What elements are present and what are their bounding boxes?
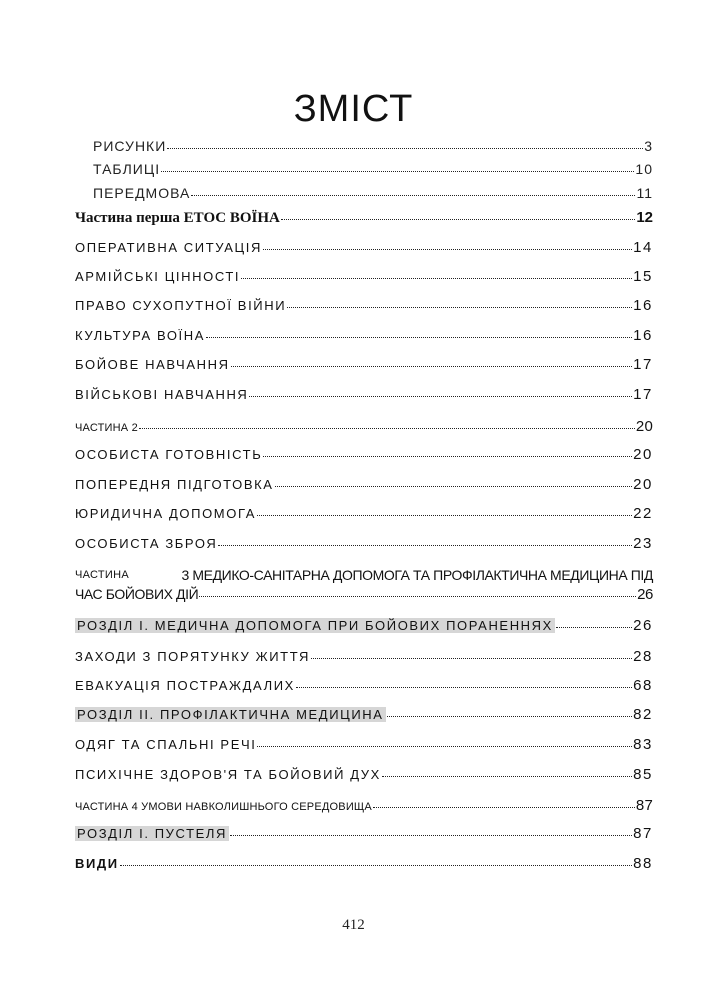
toc-leader [167,148,643,149]
toc-leader [556,627,632,628]
toc-entry-label-part: ЧАСТИНА [75,569,130,581]
toc-entry-label-part: ЧАС БОЙОВИХ ДІЙ [75,586,199,602]
toc-entry-label: ЮРИДИЧНА ДОПОМОГА [75,506,256,521]
toc-entry-label: ОСОБИСТА ЗБРОЯ [75,536,218,551]
toc-entry[interactable] [75,446,653,463]
toc-entry-page: 17 [633,386,653,403]
toc-entry[interactable] [75,418,653,435]
toc-entry-label: Частина перша ЕТОС ВОЇНА [75,210,280,226]
toc-entry-page: 23 [633,535,653,552]
toc-entry-page: 12 [636,209,653,226]
toc-entry-page: 20 [635,418,653,435]
toc-leader [241,278,632,279]
toc-leader [275,486,633,487]
toc-entry-label: ТАБЛИЦІ [93,161,161,177]
toc-entry-page: 11 [636,185,653,201]
toc-entry-page: 26 [633,617,653,634]
toc-entry[interactable] [75,706,653,723]
page-number: 412 [342,917,365,933]
toc-entry-label: ПРАВО СУХОПУТНОЇ ВІЙНИ [75,298,287,313]
toc-entry-page: 20 [633,446,653,463]
toc-leader [287,307,632,308]
page-title: ЗМІСТ [293,88,414,130]
toc-entry-page: 22 [633,505,653,522]
toc-entry-label: ВІЙСЬКОВІ НАВЧАННЯ [75,387,249,402]
toc-entry-page: 88 [633,855,653,872]
toc-entry-label: ЧАСТИНА 2 [75,422,138,434]
toc-entry-label: ВИДИ [75,856,119,871]
toc-leader [191,195,635,196]
toc-entry[interactable] [93,185,653,201]
toc-entry-label: РИСУНКИ [93,138,167,154]
toc-entry[interactable] [75,505,653,522]
toc-entry[interactable] [75,386,653,403]
toc-entry[interactable] [75,617,653,634]
toc-entry-label: ПЕРЕДМОВА [93,185,191,201]
toc-entry-line-2 [75,585,653,604]
toc-entry-label: ПСИХІЧНЕ ЗДОРОВ'Я ТА БОЙОВИЙ ДУХ [75,767,381,782]
toc-entry-label: ОДЯГ ТА СПАЛЬНІ РЕЧІ [75,737,257,752]
toc-entry-page: 3 [644,138,653,154]
toc-leader [296,687,632,688]
toc-entry-multiline[interactable] [75,566,653,604]
toc-leader [373,807,635,808]
toc-entry-page: 20 [633,476,653,493]
toc-leader [257,746,632,747]
toc-entry-page: 68 [633,677,653,694]
toc-entry-page: 16 [633,327,653,344]
toc-leader [218,545,632,546]
toc-entry[interactable] [75,356,653,373]
toc-leader [249,396,632,397]
toc-entry-label-part: 3 МЕДИКО-САНІТАРНА ДОПОМОГА ТА ПРОФІЛАКТИЧНА МЕДИЦИНА ПІД [181,567,653,583]
toc-entry-label: БОЙОВЕ НАВЧАННЯ [75,357,230,372]
toc-entry[interactable] [75,648,653,665]
toc-leader [311,658,632,659]
toc-entry-label: ОСОБИСТА ГОТОВНІСТЬ [75,447,263,462]
toc-entry[interactable] [75,736,653,753]
toc-leader [263,249,632,250]
toc-entry-page: 17 [633,356,653,373]
toc-entry-page: 10 [635,161,653,177]
toc-entry[interactable] [75,825,653,842]
toc-leader [199,596,636,597]
toc-entry-label: ЧАСТИНА 4 УМОВИ НАВКОЛИШНЬОГО СЕРЕДОВИЩА [75,801,372,813]
toc-leader [281,219,635,220]
toc-entry[interactable] [75,535,653,552]
toc-entry-page: 15 [633,268,653,285]
toc-entry-label: КУЛЬТУРА ВОЇНА [75,328,206,343]
toc-leader [206,337,632,338]
toc-entry-page: 16 [633,297,653,314]
toc-entry-page: 87 [635,797,653,814]
toc-entry-label: ПОПЕРЕДНЯ ПІДГОТОВКА [75,477,274,492]
toc-leader [382,776,632,777]
toc-entry[interactable] [75,297,653,314]
toc-entry[interactable] [93,138,653,154]
toc-entry-label: РОЗДІЛ ІІ. ПРОФІЛАКТИЧНА МЕДИЦИНА [77,707,384,722]
toc-entry[interactable] [75,327,653,344]
toc-entry-label: ЕВАКУАЦІЯ ПОСТРАЖДАЛИХ [75,678,295,693]
toc-entry[interactable] [75,476,653,493]
toc-leader [120,865,632,866]
toc-entry[interactable] [93,161,653,177]
toc-entry-label: РОЗДІЛ І. ПУСТЕЛЯ [77,826,228,841]
toc-entry[interactable] [75,239,653,256]
toc-leader [257,515,632,516]
toc-entry[interactable] [75,797,653,814]
toc-entry[interactable] [75,855,653,872]
toc-entry-line-1 [75,566,653,585]
toc-entry-page: 82 [633,706,653,723]
toc-leader [161,171,634,172]
toc-leader [387,716,633,717]
toc-entry[interactable] [75,209,653,227]
toc-leader [231,366,633,367]
toc-entry-label: АРМІЙСЬКІ ЦІННОСТІ [75,269,241,284]
toc-entry-page: 26 [637,586,653,603]
toc-entry-label: РОЗДІЛ І. МЕДИЧНА ДОПОМОГА ПРИ БОЙОВИХ ПОРАНЕННЯХ [77,618,553,633]
toc-entry-page: 14 [633,239,653,256]
toc-leader [263,456,632,457]
toc-entry[interactable] [75,766,653,783]
toc-leader [230,835,632,836]
toc-entry-page: 87 [633,825,653,842]
toc-entry-page: 83 [633,736,653,753]
toc-leader [139,428,635,429]
toc-entry[interactable] [75,268,653,285]
toc-entry-label: ОПЕРАТИВНА СИТУАЦІЯ [75,240,262,255]
toc-entry-page: 28 [633,648,653,665]
toc-entry[interactable] [75,677,653,694]
toc-entry-page: 85 [633,766,653,783]
toc-entry-label: ЗАХОДИ З ПОРЯТУНКУ ЖИТТЯ [75,649,310,664]
